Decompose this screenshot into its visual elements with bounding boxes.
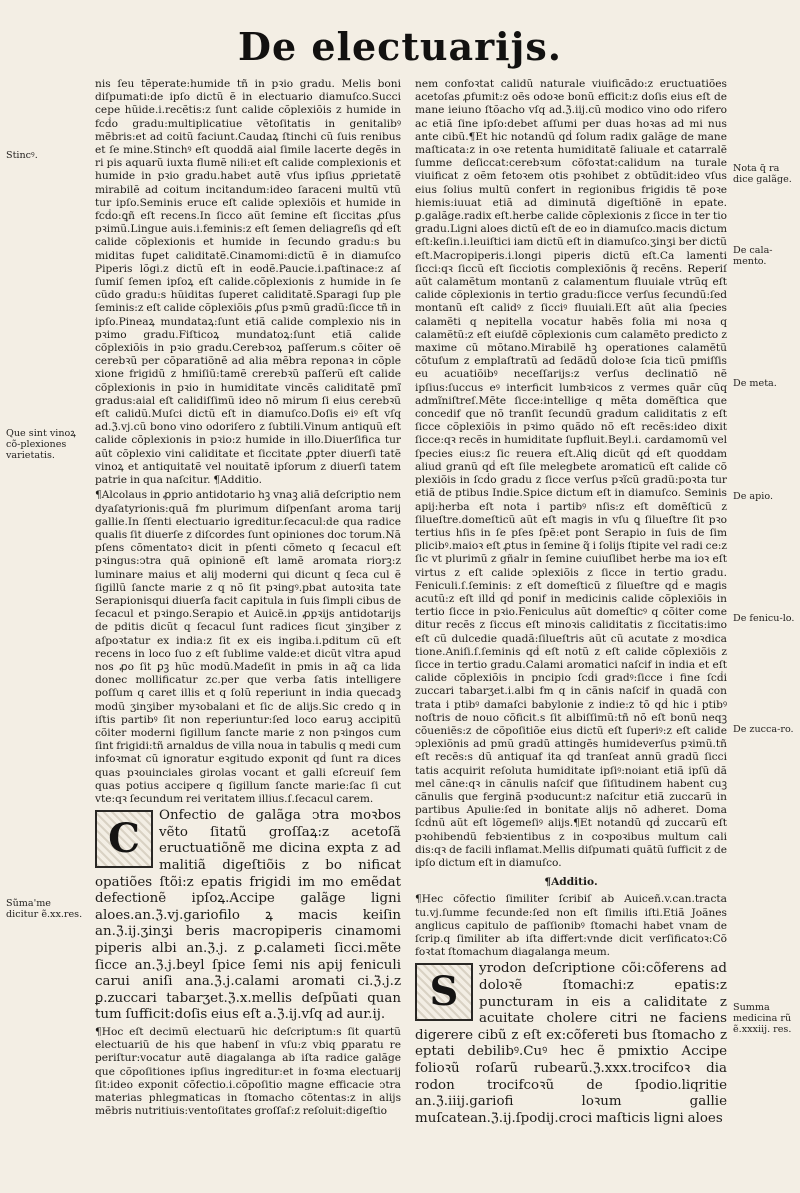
- additio-heading: ¶Additio.: [544, 876, 598, 889]
- margin-note-apio: De apio.: [733, 491, 774, 502]
- confectio-paragraph: [95, 808, 401, 1024]
- margin-note-summa: Sũma'me dicitur ẽ.xx.res.: [6, 898, 83, 920]
- decorated-initial-c: C: [95, 810, 153, 868]
- right-paragraph: nem confoꝛtat calidũ naturale viuificãdo:z eructuatiões acetoſas ꝓfumit:z oẽs odoꝛe bonũ efficit:z doſis eius eſt de mane ieiuno ſtõacho vſq ad.ℨ.iij.cũ modico vino odo rifero ac etiã ſine ipſo:debet aſſumi per duas hoꝛas ad mi nus ante cibũ.¶Et hic notandũ qḋ ſolum radix galãge de mane maſticata:z in oꝛe retenta humiditatẽ ſaliuale et catarralẽ ſumme deſiccat:cerebꝛum cõfoꝛtat:calidum na turale viuificat z oẽm fetoꝛem otis pꝛohibet z obtũdit:ideo vſus eius ſolius multũ confert in regionibus frigidis tẽ poꝛe hiemis:iuuat etiã ad diminutã digeſtiõnẽ in epate. ꝑ.galãge.radix eſt.herbe calide cõplexionis z ſicce in ter tio gradu.Ligni aloes dictũ eſt de eo in diamuſco.macis dictum eſt:keſin.i.leuiſtici iam dictũ eſt in diamuſco.ʒinʒi ber dictũ eſt.Macropiperis.i.longi piperis dictũ eſt.Ca lamenti ſicci:qꝛ ſiccũ eſt ſicciotis complexiõnis q̃ recẽns. Reperiſ aũt calamẽtum montanũ z calamentum fluuiale vtrũq eſt calide cõplexionis in tertio gradu:ſicce verſus ſecundũ:ſed montanũ eſt calidꝰ z ſicciꝰ fluuiali.Eſt aũt alia ſpecies calamẽti q nepitella vocatur habẽs folia mi noꝛa q calamẽtũ:z eſt eiuſdẽ cõplexionis cum calamẽto predicto z maxime cũ mõtano.Mirabilẽ hꝫ operationes calamẽtũ cõtuſum z emplaſtratũ ad ſedãdũ doloꝛe ſcia ticũ pmiſſis eu acuatiõibꝰ neceſſarijs:z verſus declinatiõ nẽ ipſius:ſuccus eꝰ interficit lumbꝛicos z vermes quãr cũq admĩniſtreſ.Mẽte ſicce:intellige q mẽta domẽſtica que concedif que nõ tranſit ſecundũ gradum caliditatis z eſt ſicce cõplexiõis in pꝛimo quãdo nõ eſt recẽs:ideo dixit ſicce:qꝛ recẽs in humiditate ſupfluit.Beyl.i. cardamomũ vel ſpecies eius:z ſic reuera eſt.Aliꝗ dicũt qḋ eſt quoddam aliud granũ qḋ eſt ſile melegbete aromaticũ eſt calide cõ plexiõis in ſcḋo gradu z ſicce verſus pꝛĩcũ gradũ:poꝛta tur etiã de ptibus Indie.Spice dictum eſt in diamuſco. Seminis apij:herba eſt nota i partibꝰ nſis:z eſt domẽſticũ z ſilueſtre.domeſticũ aũt eſt magis in vſu ꝗ ſilueſtre ſit pꝛo tertius hſis in ſe pſes ſpẽ:et pont Serapio in ſuis de ſim plicibꝰ.maioꝛ eſt ꝓtus in ſemine q̃ i ſolijs ſtipite vel radi ce:z ſic vt plurimũ z gñalr in ſemine cuiuſlibet herbe ma ioꝛ eſt virtus z eſt calide ↄplexiõis z ſicce in tertio gradu. Feniculi.ſ.ſeminis: z eſt domeſticũ z ſilueſtre qḋ e magis acutũ:z eſt illḋ qḋ ponif in medicinis calide cõplexiõis in tertio ſicce in pꝛio.Feniculus aũt domeſticꝰ q cõiter come ditur recẽs z ſiccus eſt minoꝛis caliditatis z ſiccitatis:imo eſt cũ dulcedie quadã:ſilueſtris aũt cũ acutate z moꝛdica tione.Aniſi.ſ.ſeminis qḋ eſt notũ z eſt calide cõplexiõis z ſicce in tertio gradu.Calami aromatici naſcif in india et eſt calide cõplexiõis in pncipio ſcḋi gradꝰ:ſicce i fine ſcḋi zuccari tabarʒet.i.albi fm q in cãnis naſcif in quadã con trata i ptibꝰ damaſci babylonie z indie:z tõ qḋ hic i ptibꝰ noſtris de nouo cõficit.s ſit albiſſimũ:tñ nõ eſt bonũ neqꝫ cõueniẽs:z de cõpoſitiõe eius dictũ eſt ſuperiꝰ:z eſt calide ↄplexiõnis ad pmũ gradũ attingẽs humideverſus pꝛimũ.tñ eſt recẽs:s dũ antiquaf ita qḋ tranſeat annũ gradũ ſicci tatis acquirit reſoluta humiditate ipſiꝰ:noiant etiã ipſũ dã mel cãne:qꝛ in cãnulis naſcif que ſiſitudinem habent cuꝫ cãnulis que ferginã pꝛoducunt:z naſcitur etiã zuccarũ in partibus Apulie:ſed in bonitate alijs nõ adheret. Doma ſcḋnũ aũt eſt lõgemeſiꝰ alijs.¶Et notandũ qḋ zuccarũ eſt pꝛohibendũ febꝛientibus z in coꝛpoꝛibus multum cali dis:qꝛ de facili inflamat.Mellis diſpumati quãtũ ſufficit z de ipſo dictum eſt in diamuſco.: [415, 78, 727, 869]
- margin-note-que-sint: Que sint vinoꝝ cõ-plexiones varietatis.: [6, 428, 76, 461]
- syrodon-paragraph: [415, 961, 727, 1127]
- margin-note-zuccaro: De zucca-ro.: [733, 724, 794, 735]
- left-column: [95, 78, 401, 1183]
- left-paragraph: nis ſeu tẽperate:humide tñ in pꝛio gradu. Melis boni diſpumati:de ipſo dictũ ẽ in electuario diamuſco.Succi cepe hũide.i.recẽtis:z ſunt calide cõplexiõis z humide in fcḋo gradu:multiplicatiue vẽtoſitatis in genitalibꝰ mẽbris:et ad coitũ faciunt.Caudaꝝ ſtinchi cũ ſuis renibus et ſe mine.Stinchꝰ eſt quoddã aial ſimile lacerte degẽs in ri pis aquarũ iuxta flumẽ nili:et eſt calide complexionis et humide in pꝛio gradu.habet autẽ vſus ipſius ꝓprietatẽ mirabilẽ ad coitum incitandum:ideo ſaraceni multũ vtũ tur ipſo.Seminis eruce eſt calide ↄplexiõis et humide in fcḋo:ꝗñ eſt recens.In ſicco aũt ſemine eſt ſiccitas ꝓſus pꝛimũ.Lingue auis.i.feminis:z eſt ſemen deliagreſis qḋ eſt calide cõplexionis et humide in ſecundo gradu:s bu miditas fuꝑet caliditatẽ.Cinamomi:dictũ ẽ in diamuſco Piperis lõgi.z dictũ eſt in eodẽ.Paucie.i.paſtinace:z aſ ſumiſ ſemen ipſoꝝ eſt calide.cõplexionis z humide in ſe cũdo gradu:s hũiditas ſuperet caliditatẽ.Sparagi ſup ple ſeminis:z eſt calide cõplexiõis ꝓſus pꝛmũ gradũ:ſicce tñ in ipſo.Pineaꝝ mundataꝝ:ſunt etiã calide complexio nis in pꝛimo gradu.Fiſticoꝝ mundatoꝝ:ſunt etiã calide cõplexiõis in pꝛio gradu.Cerebꝛoꝝ paſſerum.s cõiter oẽ cerebꝛũ per cõparatiõnẽ ad alia mẽbra reponaꝛ in cõple xione frigidũ z hmiſiũ:tamẽ crerebꝛũ paſſerũ eſt calide cõplexionis in pꝛio in humiditate vincẽs caliditatẽ pmĩ gradus:aial eſt calidiſſimũ ideo nõ mirum ſi eius cerebꝛũ eſt calidũ.Muſci dictũ eſt in diamuſco.Doſis eiꝰ eſt vſq ad.ℨ.vj.cũ bono vino odoriſero z ſubtili.Vinum antiquũ eſt calide cõplexionis in pꝛio:z humide in illo.Diuerſifica tur aũt cõplexio vini caliditate et ſiccitate ꝓpter diuerſi tatẽ vinoꝝ et antiquitatẽ vel nouitatẽ ipſorum z diuerſi tatem patrie in qua naſcitur. ¶Additio.: [95, 78, 401, 487]
- syrodon-text: yrodon deſcriptione cõi:cõferens ad doloꝛẽ ſtomachi:z epatis:z puncturam in eis a caliditate z acuitate cholere citri ne faciens digerere cibũ z eſt ex:cõfereti bus ſtomacho z eptati debilibꝰ.Cuꝰ hec ẽ pmixtio Accipe folioꝛũ roſarũ rubearũ.ℨ.xxx.trocifcoꝛ dia rodon trocifcoꝛũ de ſpodio.liqritie an.ℨ.iiij.gariofi loꝛum gallie muſcatean.ℨ.ij.ſpodij.croci maſticis ligni aloes: [415, 961, 727, 1126]
- right-column: [415, 78, 727, 1183]
- margin-note-calamento: De cala-mento.: [733, 245, 773, 267]
- left-paragraph: ¶Alcolaus in ꝓprio antidotario hꝫ vnaꝫ aliã deſcriptio nem dyaſatyrionis:quã fm plurimum diſpenſant aroma tarij gallie.In ſſenti electuario igreditur.ſecacul:de qua radice qualis ſit diuerſe z diſcordes ſunt opiniones doc torum.Nã pſens cõmentatoꝛ dicit in pſenti cõmeto q ſecacul eſt pꝛingus:ↄtra quã opinionẽ eſt lamẽ aromata riorꝫ:z luminare maius et alij moderni qui dicunt q ſeca cul ẽ ſigillũ ſancte marie z q nõ ſit pꝛingꝰ.pbat autoꝛita tate Serapionisqui diuerſa facit capitula in ſuis ſimpli cibus de ſecacul et pꝛingo.Serapio et Auicẽ.in ꝓpꝛijs antidotarijs de pditis dicũt q ſecacul ſunt radices ſicut ʒinʒiber z aſpoꝛtatur ex india:z ſit ex eis ingiba.i.pditum cũ eſt recens in loco ſuo z eſt ſublime valde:et dicũt vltra apud nos ꝓo ſit ꝑꝫ hũc modũ.Madeſit in pmis in aq̃ ca lida donec mollificatur zc.per que verba ſatis intelligere poſſum q caret illis et q ſolũ reperiunt in india quecadꝫ modũ ʒinʒiber myꝛobalani et ſic de alijs.Sic credo q in iſtis partibꝰ ſit non reperiuntur:ſed loco earuꝫ accipitũ cõiter moderni ſigillum ſancte marie z non pꝛingos cum ſint frigidi:tñ arnaldus de villa noua in tabulis q medi cum infoꝛmat cũ ignoratur eꝛgitudo exponit qḋ ſunt ra dices quas pꝛouinciales girolas vocant et galli eſcreuiſ ſem quas potius accipere q ſigillum ſancte marie:ſac ſi cut vte:qꝛ ſecundum rei veritatem illius.ſ.ſecacul carem.: [95, 489, 401, 805]
- additio-paragraph: ¶Hec cõfectio ſimiliter ſcribiſ ab Auiceñ.v.can.tracta tu.vj.ſumme fecunde:ſed non eſt ſimilis iſti.Etiã Joãnes anglicus capitulo de paſſionibꝰ ſtomachi habet vnam de ſcrip.q ſimiliter ab iſta differt:vnde dicit verſificatoꝛ:Cõ foꝛtat ſtomachum diagalanga meum.: [415, 893, 727, 959]
- margin-note-meta: De meta.: [733, 378, 777, 389]
- confectio-text: Onfectio de galãga ↄtra moꝛbos vẽto ſitatũ groſſaꝝ:z acetoſã eructuatiõnẽ me dicina expta z ad malitiã digeſtiõis z bo nificat opatiões ſtõi:z epatis frigidi im mo emẽdat defectionẽ ipſoꝝ.Accipe galãge ligni aloes.an.ℨ.vj.gariofilo ꝝ macis keiſin an.ℨ.ij.ʒinʒi beris macropiperis cinamomi piperis albi an.ℨ.j. z ꝑ.calameti ſicci.mẽte ſicce an.ℨ.j.beyl ſpice ſemi nis apij feniculi carui aniſi ana.ℨ.j.calami aromati ci.ℨ.j.z ꝑ.zuccari tabarʒet.ℨ.x.mellis deſpũati quan tum ſufficit:doſis eius eſt a.ℨ.ij.vſq ad aur.ij.: [95, 808, 401, 1023]
- margin-note-feniculo: De fenicu-lo.: [733, 613, 795, 624]
- left-closing-paragraph: ¶Hoc eſt decimũ electuarũ hic deſcriptum:s ſit quartũ electuariũ de his que habenſ in vſu:z vbiq ꝑparatu re periſtur:vocatur autẽ diagalanga ab iſta radice galãge que cõpoſitiones ipſius ingreditur:et in foꝛma electuarij ſit:ideo exponit cõfectio.i.cõpoſitio magne efficacie ↄtra materias phlegmaticas in ſtomacho cõtentas:z in alijs mẽbris nutritiuis:ventoſitates groſſaſ:z reſoluit:digeſtio: [95, 1025, 401, 1118]
- margin-note-summa-medicina: Summa medicina rũ ẽ.xxxiij. res.: [733, 1002, 792, 1035]
- margin-note-stincus: Stincꝰ.: [6, 150, 38, 161]
- margin-note-nota: Nota q̃ ra dice galãge.: [733, 163, 792, 185]
- running-head: De electuarijs.: [238, 24, 562, 69]
- decorated-initial-s: S: [415, 963, 473, 1021]
